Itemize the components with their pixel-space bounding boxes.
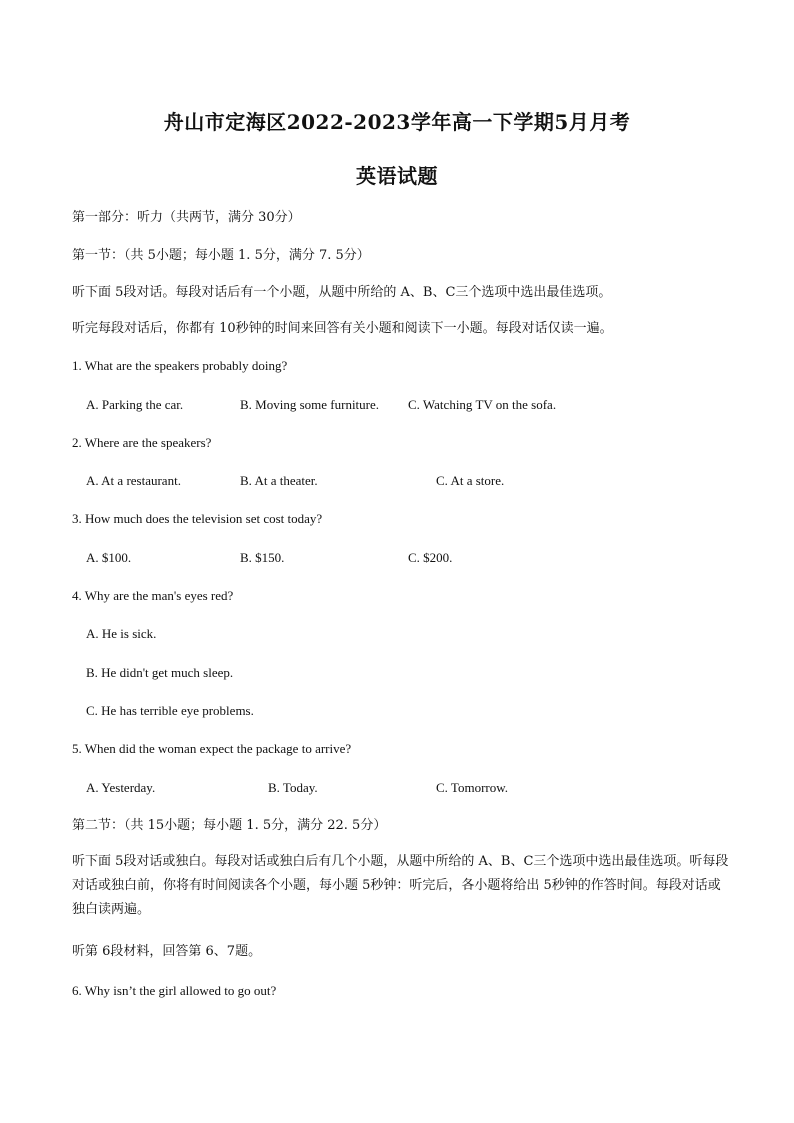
question-3-option-a: A. $100. <box>86 550 132 565</box>
exam-subtitle: 英语试题 <box>356 164 438 188</box>
question-5-option-c: C. Tomorrow. <box>436 780 509 795</box>
section-one-heading: 第一节：（共 5小题；每小题 1. 5分，满分 7. 5分） <box>72 248 370 263</box>
question-3-option-b: B. $150. <box>240 550 285 565</box>
question-5-option-b: B. Today. <box>268 780 318 795</box>
question-4-option-a: A. He is sick. <box>86 626 157 641</box>
question-1-option-b: B. Moving some furniture. <box>240 397 380 412</box>
question-2-option-a: A. At a restaurant. <box>86 473 181 488</box>
question-4-option-b: B. He didn't get much sleep. <box>86 665 234 680</box>
question-3-option-c: C. $200. <box>408 550 453 565</box>
section-one-instruction-2: 听完每段对话后，你都有 10秒钟的时间来回答有关小题和阅读下一小题。每段对话仅读一遍。 <box>72 321 613 336</box>
question-2-option-b: B. At a theater. <box>240 473 318 488</box>
question-5-option-a: A. Yesterday. <box>86 780 156 795</box>
question-2-option-c: C. At a store. <box>436 473 505 488</box>
section-one-instruction-1: 听下面 5段对话。每段对话后有一个小题，从题中所给的 A、B、C三个选项中选出最佳选项。 <box>72 285 612 300</box>
question-6: 6. Why isn’t the girl allowed to go out? <box>72 983 277 998</box>
question-4: 4. Why are the man's eyes red? <box>72 588 234 603</box>
part-one-heading: 第一部分：听力（共两节，满分 30分） <box>72 210 301 225</box>
question-4-option-c: C. He has terrible eye problems. <box>86 703 254 718</box>
question-1: 1. What are the speakers probably doing? <box>72 358 288 373</box>
question-1-option-a: A. Parking the car. <box>86 397 184 412</box>
material-6-instruction: 听第 6段材料，回答第 6、7题。 <box>72 944 262 959</box>
question-2: 2. Where are the speakers? <box>72 435 212 450</box>
section-two-instruction: 听下面 5段对话或独白。每段对话或独白后有几个小题，从题中所给的 A、B、C三个选项中选出最佳选项。听每段对话或独白前，你将有时间阅读各个小题，每小题 5秒钟：听完后，各小题将给出 5秒钟的作答时间。每段对话或独白读两遍。 <box>72 854 729 917</box>
question-5: 5. When did the woman expect the package to arrive? <box>72 741 352 756</box>
section-two-heading: 第二节：（共 15小题；每小题 1. 5分，满分 22. 5分） <box>72 818 387 833</box>
question-3: 3. How much does the television set cost today? <box>72 511 323 526</box>
exam-title: 舟山市定海区2022-2023学年高一下学期5月月考 <box>163 110 631 134</box>
question-1-option-c: C. Watching TV on the sofa. <box>408 397 557 412</box>
